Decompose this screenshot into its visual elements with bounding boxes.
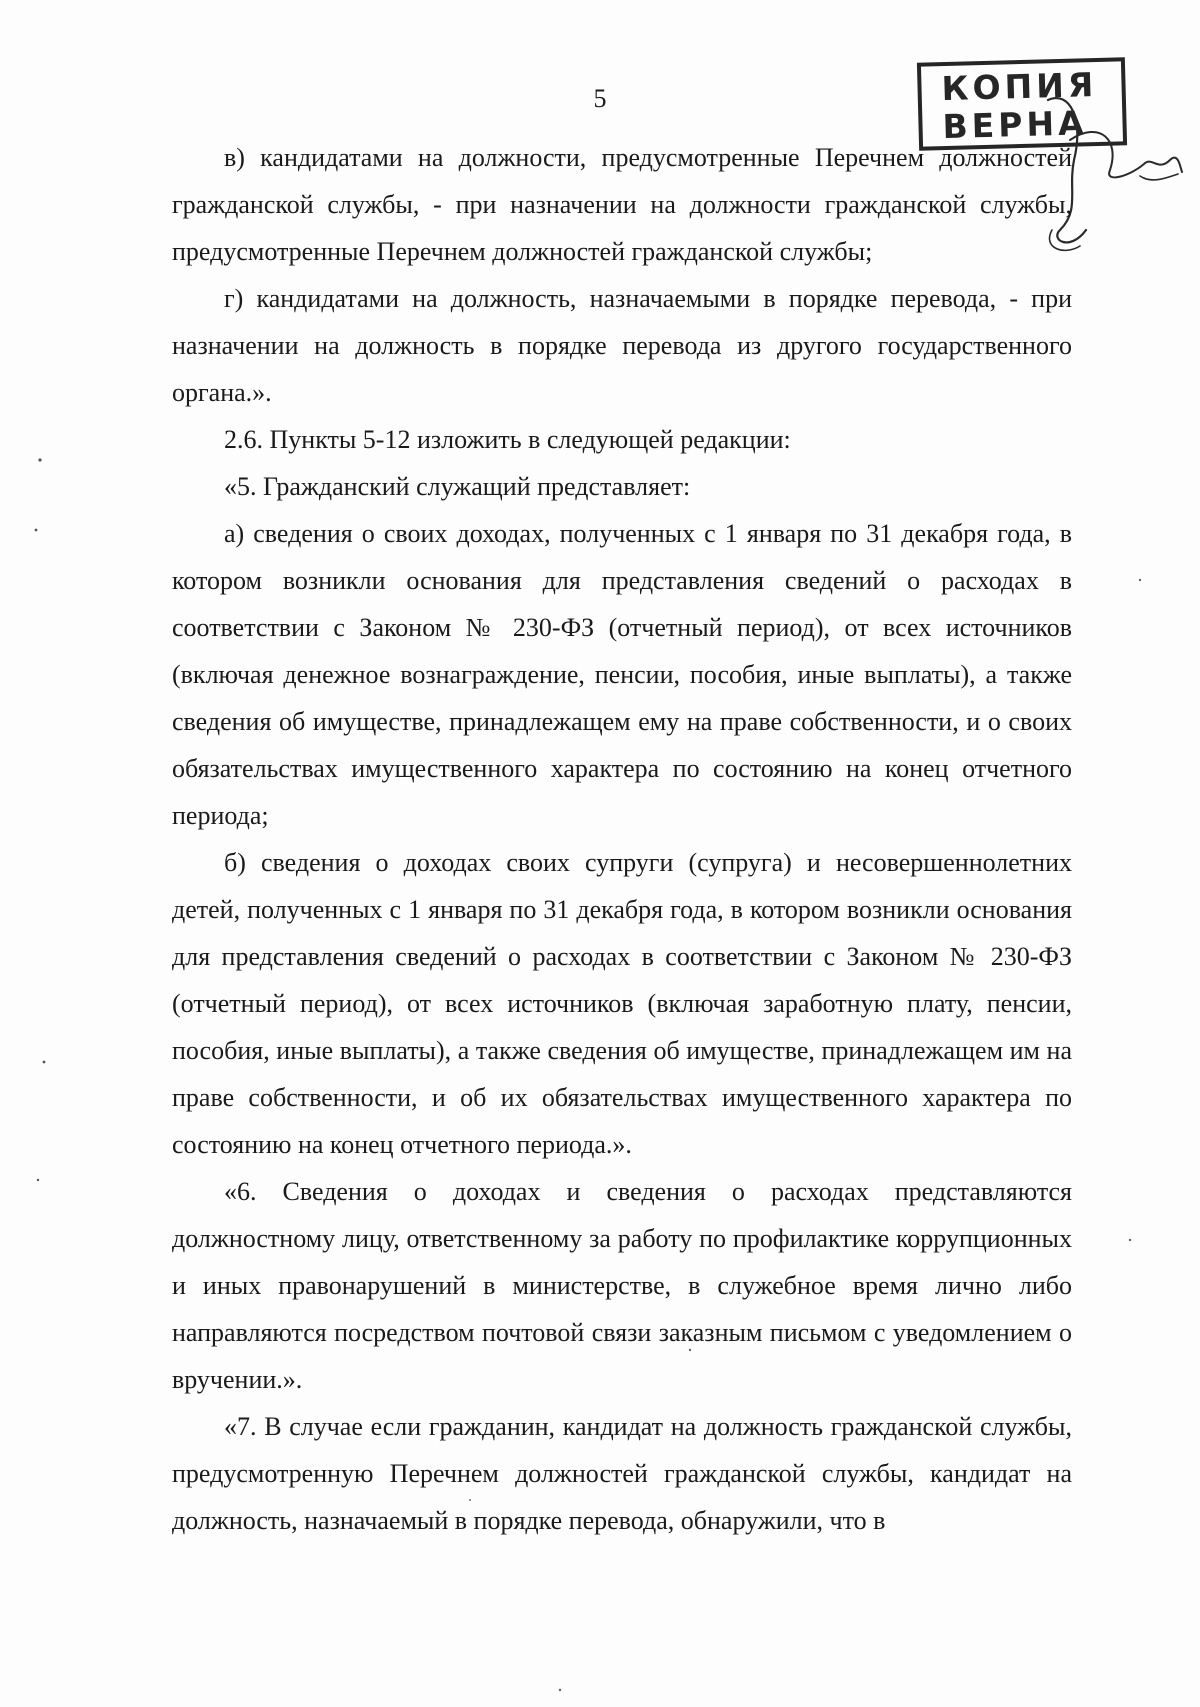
paragraph-6: «6. Сведения о доходах и сведения о расходах представляются должностному лицу, ответственному за работу по профилактике коррупционных и иных правонарушений в министерстве, в служебное время лично либо направляются посредством почтовой связи заказным письмом с уведомлением о вручении.». bbox=[172, 1177, 1072, 1394]
paragraph-5a: а) сведения о своих доходах, полученных с 1 января по 31 декабря года, в котором возникли основания для представления сведений о расходах в соответствии с Законом № 230-ФЗ (отчетный период), от всех источников (включая денежное вознаграждение, пенсии, пособия, иные выплаты), а также сведения об имуществе, принадлежащем ему на праве собственности, и о своих обязательствах имущественного характера по состоянию на конец отчетного периода; bbox=[172, 519, 1072, 830]
paragraph-g: г) кандидатами на должность, назначаемыми в порядке перевода, - при назначении на должность в порядке перевода из другого государственного органа.». bbox=[172, 284, 1072, 407]
paragraph-v: в) кандидатами на должности, предусмотренные Перечнем должностей гражданской службы, - при назначении на должности гражданской службы, предусмотренные Перечнем должностей гражданской службы; bbox=[172, 143, 1072, 266]
paragraph-2-6: 2.6. Пункты 5-12 изложить в следующей редакции: bbox=[224, 425, 791, 454]
paragraph-7: «7. В случае если гражданин, кандидат на должность гражданской службы, предусмотренную Перечнем должностей гражданской службы, кандидат на должность, назначаемый в порядке перевода, обнаружили, что в bbox=[172, 1412, 1072, 1535]
paragraph-5b: б) сведения о доходах своих супруги (супруга) и несовершеннолетних детей, полученных с 1 января по 31 декабря года, в котором возникли основания для представления сведений о расходах в соответствии с Законом № 230-ФЗ (отчетный период), от всех источников (включая заработную плату, пенсии, пособия, иные выплаты), а также сведения об имуществе, принадлежащем им на праве собственности, и об их обязательствах имущественного характера по состоянию на конец отчетного периода.». bbox=[172, 848, 1072, 1159]
paragraph-5: «5. Гражданский служащий представляет: bbox=[224, 472, 691, 501]
stamp-line-2: ВЕРНА bbox=[942, 103, 1089, 147]
stamp-line-1: КОПИЯ bbox=[941, 65, 1098, 109]
document-body bbox=[172, 134, 1072, 1544]
page-number: 5 bbox=[593, 84, 607, 113]
